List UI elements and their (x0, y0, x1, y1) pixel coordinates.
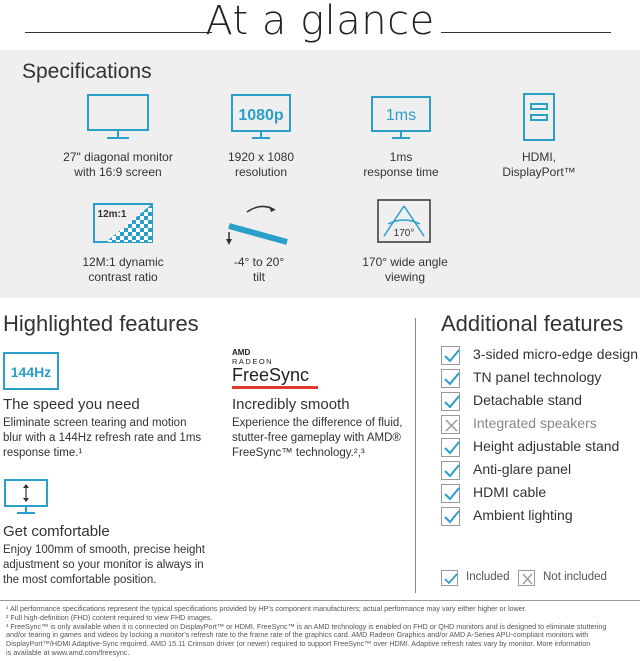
feature-line: adjustment so your monitor is always in (3, 559, 204, 571)
feature-row (441, 390, 640, 412)
footnotes (0, 600, 640, 661)
check-icon (441, 346, 460, 365)
ports-icon (464, 92, 614, 142)
additional-features-title: Additional features (441, 311, 624, 336)
spec-label: 12M:1 dynamic (82, 255, 164, 269)
specifications-title: Specifications (22, 60, 152, 83)
header-rule-right (441, 32, 611, 33)
spec-label: tilt (253, 270, 265, 284)
contrast-icon-text: 12m:1 (97, 209, 127, 220)
monitor-icon (43, 92, 193, 142)
feature-label: Height adjustable stand (473, 438, 620, 454)
1080p-icon (186, 92, 336, 142)
highlighted-features (0, 298, 410, 598)
feature-line: the most comfortable position. (3, 574, 157, 586)
freesync-logo-radeon: RADEON (232, 357, 274, 366)
check-icon (441, 369, 460, 388)
freesync-logo-wordmark: FreeSync (232, 365, 310, 385)
freesync-logo-underline (232, 386, 318, 389)
viewing-angle-icon (330, 196, 480, 246)
response-time-icon-text: 1ms (385, 107, 417, 124)
tilt-icon (184, 200, 334, 250)
feature-line: Experience the difference of fluid, (232, 417, 403, 429)
feature-row (441, 367, 640, 389)
response-time-icon (326, 92, 476, 142)
check-icon (441, 392, 460, 411)
footnote: ³ FreeSync™ is only available when it is connected on DisplayPort™ or HDMI. FreeSync™ is an AMD technology is enabled on FHD or QHD monitors and is designed to eliminate stuttering (6, 621, 607, 631)
contrast-icon (48, 200, 198, 250)
spec-label: HDMI, (522, 150, 556, 164)
feature-row (441, 459, 640, 481)
spec-label: 27" diagonal monitor (63, 150, 173, 164)
page-header (0, 0, 640, 48)
specifications-panel (0, 50, 640, 298)
feature-label: Anti-glare panel (473, 461, 572, 477)
cross-icon (518, 570, 535, 586)
feature-line: Enjoy 100mm of smooth, precise height (3, 544, 205, 556)
height-adjust-icon (3, 478, 49, 516)
spec-label: DisplayPort™ (502, 165, 576, 179)
footnote: is available at www.amd.com/freesync. (6, 647, 130, 657)
spec-label: contrast ratio (88, 270, 158, 284)
legend-included-label: Included (466, 571, 510, 583)
feature-title: Get comfortable (3, 523, 110, 540)
feature-label: Detachable stand (473, 392, 582, 408)
spec-label: resolution (234, 165, 288, 179)
check-icon (441, 484, 460, 503)
feature-title: The speed you need (3, 396, 140, 413)
feature-line: FreeSync™ technology.²,³ (232, 447, 365, 459)
feature-line: response time.¹ (3, 447, 83, 459)
feature-row (441, 436, 640, 458)
feature-line: stutter-free gameplay with AMD® (232, 432, 401, 444)
spec-label: viewing (384, 270, 426, 284)
feature-row (441, 413, 640, 435)
feature-label: TN panel technology (473, 369, 602, 385)
check-icon (441, 507, 460, 526)
feature-row (441, 482, 640, 504)
feature-line: blur with a 144Hz refresh rate and 1ms (3, 432, 202, 444)
feature-label: Integrated speakers (473, 415, 597, 431)
feature-row (441, 505, 640, 527)
1080p-icon-text: 1080p (238, 107, 284, 124)
page-title: At a glance (205, 0, 435, 44)
legend-not-included-label: Not included (543, 571, 607, 583)
check-icon (441, 461, 460, 480)
footnote: and/or tearing in games and videos by locking a monitor's refresh rate to the frame rate of the graphics card. AMD Radeon Graphics and/or AMD A-Series APU-compliant monitors with (6, 630, 589, 640)
feature-title: Incredibly smooth (232, 396, 350, 413)
footnote: DisplayPort™/HDMI Adaptive-Sync required. AMD 15.11 Crimson driver (or newer) required to support FreeSync™ over HDMI. Adaptive refresh rates vary by monitor. More information (6, 639, 591, 649)
freesync-logo-amd: AMD (232, 348, 251, 357)
spec-label: with 16:9 screen (74, 165, 162, 179)
section-divider (415, 318, 416, 593)
spec-label: response time (363, 165, 439, 179)
spec-label: -4° to 20° (233, 255, 285, 269)
spec-label: 170° wide angle (362, 255, 448, 269)
refresh-rate-icon-text: 144Hz (10, 364, 52, 380)
viewing-angle-icon-text: 170° (393, 228, 415, 239)
check-icon (441, 438, 460, 457)
check-icon (441, 570, 458, 586)
feature-label: HDMI cable (473, 484, 547, 500)
feature-line: Eliminate screen tearing and motion (3, 417, 187, 429)
feature-row (441, 344, 640, 366)
highlighted-features-title: Highlighted features (3, 311, 199, 336)
spec-label: 1ms (389, 150, 413, 164)
freesync-logo (232, 348, 332, 390)
spec-label: 1920 x 1080 (227, 150, 295, 164)
refresh-rate-icon (3, 352, 59, 392)
footnote: ² Full high-definition (FHD) content required to view FHD images. (6, 612, 213, 622)
cross-icon (441, 415, 460, 434)
feature-label: 3-sided micro-edge design (473, 346, 638, 362)
feature-label: Ambient lighting (473, 507, 573, 523)
footnote: ¹ All performance specifications represent the typical specifications provided by HP's component manufacturers; actual performance may vary either higher or lower. (6, 604, 527, 613)
additional-features (425, 298, 640, 598)
